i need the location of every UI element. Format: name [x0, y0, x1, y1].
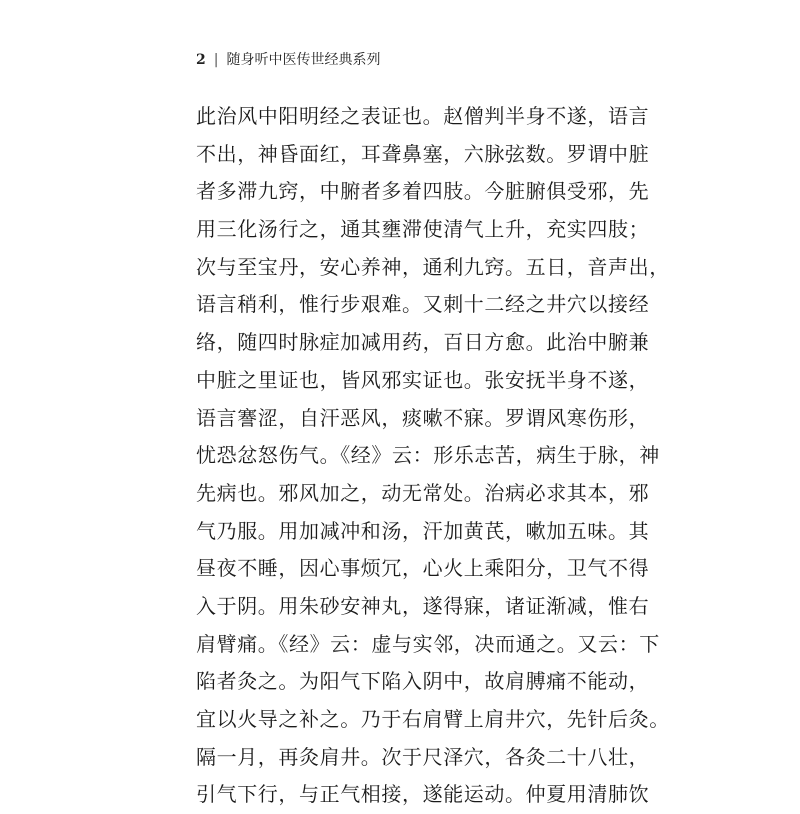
- text-line: 忧恐忿怒伤气。《经》云：形乐志苦，病生于脉，神: [196, 443, 660, 468]
- text-line: 气乃服。用加减冲和汤，汗加黄芪，嗽加五味。其: [196, 518, 650, 543]
- text-line: 昼夜不睡，因心事烦冗，心火上乘阳分，卫气不得: [196, 556, 650, 581]
- text-line: 隔一月，再灸肩井。次于尺泽穴，各灸二十八壮，: [196, 744, 650, 769]
- text-line: 引气下行，与正气相接，遂能运动。仲夏用清肺饮: [196, 782, 650, 807]
- running-header: [196, 50, 380, 70]
- text-line: 入于阴。用朱砂安神丸，遂得寐，诸证渐减，惟右: [196, 593, 650, 618]
- text-line: 语言稍利，惟行步艰难。又刺十二经之井穴以接经: [196, 292, 650, 317]
- text-line: 语言謇涩，自汗恶风，痰嗽不寐。罗谓风寒伤形，: [196, 405, 650, 430]
- series-title: 随身听中医传世经典系列: [226, 52, 381, 68]
- text-line: 先病也。邪风加之，动无常处。治病必求其本，邪: [196, 480, 650, 505]
- text-line: 者多滞九窍，中腑者多着四肢。今脏腑俱受邪，先: [196, 179, 650, 204]
- text-line: 陷者灸之。为阳气下陷入阴中，故肩膊痛不能动，: [196, 669, 650, 694]
- text-line: 不出，神昏面红，耳聋鼻塞，六脉弦数。罗谓中脏: [196, 141, 650, 166]
- body-text: [196, 98, 670, 814]
- text-line: 肩臂痛。《经》云：虚与实邻，决而通之。又云：下: [196, 631, 660, 656]
- text-line: 用三化汤行之，通其壅滞使清气上升，充实四肢；: [196, 217, 650, 242]
- text-line: 络，随四时脉症加减用药，百日方愈。此治中腑兼: [196, 330, 650, 355]
- page-number: 2: [196, 52, 206, 68]
- text-line: 中脏之里证也，皆风邪实证也。张安抚半身不遂，: [196, 367, 650, 392]
- header-separator: |: [213, 52, 219, 68]
- text-line: 此治风中阳明经之表证也。赵僧判半身不遂，语言: [196, 104, 650, 128]
- text-line: 宜以火导之补之。乃于右肩臂上肩井穴，先针后灸。: [196, 707, 670, 731]
- text-line: 次与至宝丹，安心养神，通利九窍。五日，音声出，: [196, 254, 670, 279]
